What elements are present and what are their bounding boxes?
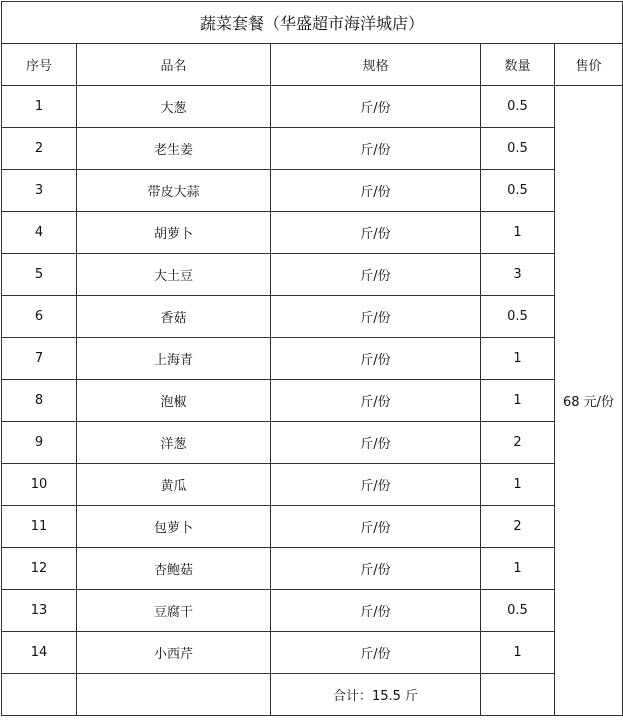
table-row xyxy=(2,506,623,548)
cell-name: 大土豆 xyxy=(77,254,271,296)
total-empty-qty xyxy=(481,674,555,716)
header-name: 品名 xyxy=(77,44,271,86)
cell-spec: 斤/份 xyxy=(271,170,481,212)
cell-spec: 斤/份 xyxy=(271,632,481,674)
total-empty-name xyxy=(77,674,271,716)
cell-name: 老生姜 xyxy=(77,128,271,170)
table-row xyxy=(2,86,623,128)
cell-name: 杏鲍菇 xyxy=(77,548,271,590)
total-row xyxy=(2,674,623,716)
total-label: 合计：15.5 斤 xyxy=(271,674,481,716)
header-spec: 规格 xyxy=(271,44,481,86)
cell-spec: 斤/份 xyxy=(271,590,481,632)
cell-spec: 斤/份 xyxy=(271,296,481,338)
cell-spec: 斤/份 xyxy=(271,254,481,296)
cell-index: 2 xyxy=(2,128,77,170)
table-row xyxy=(2,212,623,254)
cell-index: 11 xyxy=(2,506,77,548)
table-row xyxy=(2,170,623,212)
price-cell: 68 元/份 xyxy=(555,86,623,716)
cell-qty: 3 xyxy=(481,254,555,296)
cell-index: 3 xyxy=(2,170,77,212)
cell-index: 9 xyxy=(2,422,77,464)
cell-qty: 1 xyxy=(481,464,555,506)
cell-spec: 斤/份 xyxy=(271,380,481,422)
cell-spec: 斤/份 xyxy=(271,212,481,254)
table-row xyxy=(2,296,623,338)
cell-index: 6 xyxy=(2,296,77,338)
cell-index: 10 xyxy=(2,464,77,506)
cell-qty: 1 xyxy=(481,212,555,254)
table-title: 蔬菜套餐（华盛超市海洋城店） xyxy=(2,2,623,44)
cell-qty: 1 xyxy=(481,380,555,422)
cell-qty: 1 xyxy=(481,548,555,590)
cell-qty: 2 xyxy=(481,506,555,548)
cell-index: 5 xyxy=(2,254,77,296)
cell-qty: 0.5 xyxy=(481,296,555,338)
cell-index: 8 xyxy=(2,380,77,422)
cell-name: 泡椒 xyxy=(77,380,271,422)
cell-qty: 2 xyxy=(481,422,555,464)
cell-index: 14 xyxy=(2,632,77,674)
cell-qty: 1 xyxy=(481,338,555,380)
cell-spec: 斤/份 xyxy=(271,464,481,506)
cell-name: 黄瓜 xyxy=(77,464,271,506)
cell-index: 1 xyxy=(2,86,77,128)
cell-qty: 0.5 xyxy=(481,590,555,632)
cell-qty: 0.5 xyxy=(481,170,555,212)
cell-name: 带皮大蒜 xyxy=(77,170,271,212)
table-row xyxy=(2,590,623,632)
table-row xyxy=(2,632,623,674)
table-row xyxy=(2,128,623,170)
cell-qty: 0.5 xyxy=(481,128,555,170)
table-row xyxy=(2,254,623,296)
table-row xyxy=(2,422,623,464)
total-empty-index xyxy=(2,674,77,716)
table-row xyxy=(2,380,623,422)
cell-name: 香菇 xyxy=(77,296,271,338)
cell-index: 13 xyxy=(2,590,77,632)
cell-spec: 斤/份 xyxy=(271,128,481,170)
cell-spec: 斤/份 xyxy=(271,548,481,590)
cell-spec: 斤/份 xyxy=(271,422,481,464)
cell-spec: 斤/份 xyxy=(271,86,481,128)
table-row xyxy=(2,464,623,506)
header-price: 售价 xyxy=(555,44,623,86)
cell-name: 包萝卜 xyxy=(77,506,271,548)
vegetable-package-table xyxy=(1,1,623,716)
cell-name: 上海青 xyxy=(77,338,271,380)
header-index: 序号 xyxy=(2,44,77,86)
cell-index: 4 xyxy=(2,212,77,254)
cell-spec: 斤/份 xyxy=(271,506,481,548)
cell-qty: 1 xyxy=(481,632,555,674)
cell-name: 胡萝卜 xyxy=(77,212,271,254)
cell-spec: 斤/份 xyxy=(271,338,481,380)
header-row xyxy=(2,44,623,86)
cell-qty: 0.5 xyxy=(481,86,555,128)
table-row xyxy=(2,338,623,380)
cell-name: 大葱 xyxy=(77,86,271,128)
cell-name: 洋葱 xyxy=(77,422,271,464)
cell-name: 小西芹 xyxy=(77,632,271,674)
title-row xyxy=(2,2,623,44)
header-qty: 数量 xyxy=(481,44,555,86)
cell-index: 12 xyxy=(2,548,77,590)
cell-index: 7 xyxy=(2,338,77,380)
cell-name: 豆腐干 xyxy=(77,590,271,632)
table-row xyxy=(2,548,623,590)
